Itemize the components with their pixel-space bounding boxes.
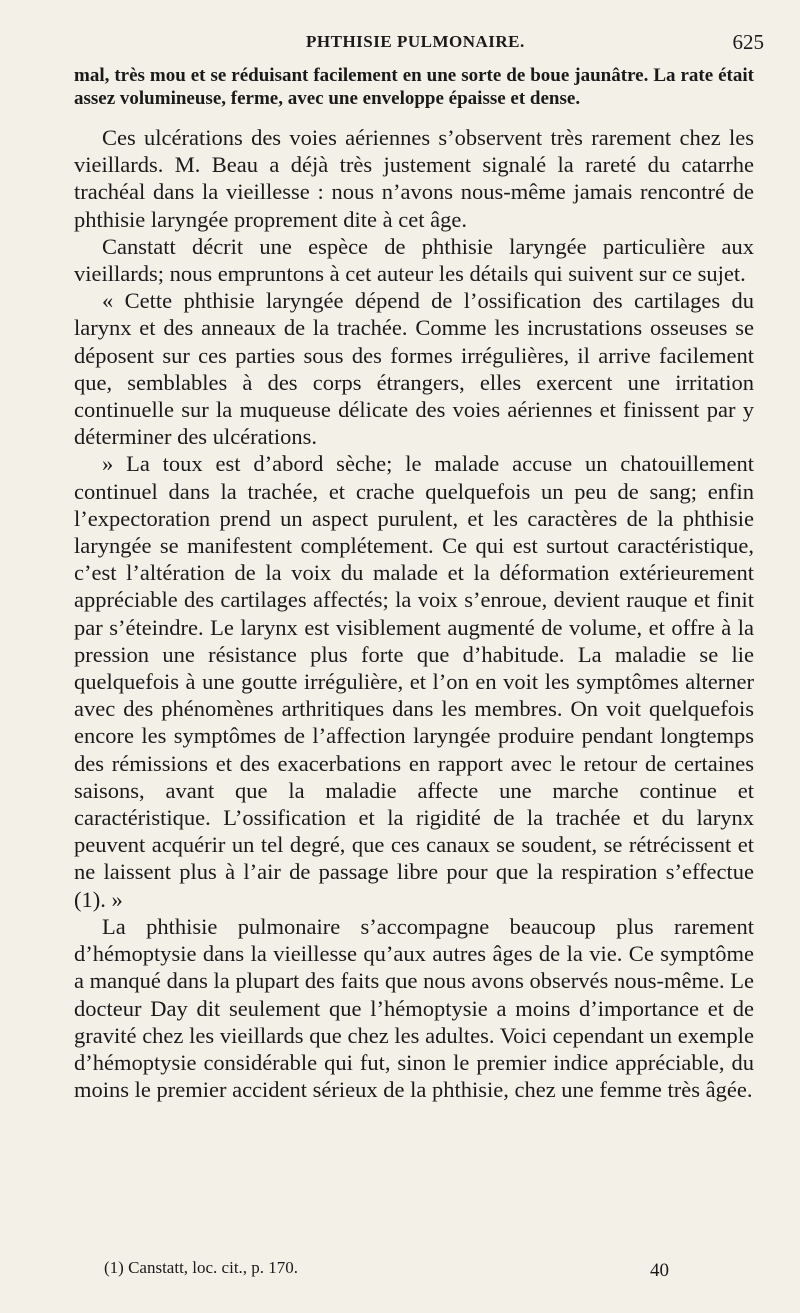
paragraph: « Cette phthisie laryngée dépend de l’ossification des cartilages du larynx et des anneaux de la trachée. Comme les incrustations osseuses se déposent sur ces parties sous des formes irrégulières, il arrive facilement que, semblables à des corps étrangers, elles exercent une irritation continuelle sur la muqueuse délicate des voies aériennes et finissent par y déterminer des ulcérations. xyxy=(74,288,754,450)
running-title: PHTHISIE PULMONAIRE. xyxy=(306,32,525,51)
lead-text: mal, très mou et se réduisant facilement en une sorte de boue jaunâtre. La rate était assez volumineuse, ferme, avec une enveloppe épaisse et dense. xyxy=(74,65,754,109)
paragraph: Ces ulcérations des voies aériennes s’observent très rarement chez les vieillards. M. Beau a déjà très justement signalé la rareté du catarrhe trachéal dans la vieillesse : nous n’avons nous-même jamais rencontré de phthisie laryngée proprement dite à cet âge. xyxy=(74,125,754,232)
page-header xyxy=(74,28,764,54)
paragraph: La phthisie pulmonaire s’accompagne beaucoup plus rarement d’hémoptysie dans la vieillesse qu’aux autres âges de la vie. Ce symptôme a manqué dans la plupart des faits que nous avons observés nous-même. Le docteur Day dit seulement que l’hémoptysie a moins d’importance et de gravité chez les vieillards que chez les adultes. Voici cependant un exemple d’hémoptysie considérable qui fut, sinon le premier indice appréciable, du moins le premier accident sérieux de la phthisie, chez une femme très âgée. xyxy=(74,913,754,1103)
footnote: (1) Canstatt, loc. cit., p. 170. xyxy=(104,1258,299,1277)
page-number: 625 xyxy=(732,30,764,54)
book-page xyxy=(74,28,764,1103)
paragraph: Canstatt décrit une espèce de phthisie laryngée particulière aux vieillards; nous empruntons à cet auteur les détails qui suivent sur ce sujet. xyxy=(74,233,754,287)
signature-mark: 40 xyxy=(650,1260,669,1281)
paragraph: » La toux est d’abord sèche; le malade accuse un chatouillement continuel dans la trachée, et crache quelquefois un peu de sang; enfin l’expectoration prend un aspect purulent, et les caractères de la phthisie laryngée se manifestent complétement. Ce qui est surtout caractéristique, c’est l’altération de la voix du malade et la déformation extérieurement appréciable des cartilages affectés; la voix s’enroue, devient rauque et finit par s’éteindre. Le larynx est visiblement augmenté de volume, et offre à la pression une résistance plus forte que d’habitude. La maladie se lie quelquefois à une goutte irrégulière, et l’on en voit les symptômes alterner avec des phénomènes arthritiques dans les membres. On voit quelquefois encore les symptômes de l’affection laryngée produire pendant longtemps des rémissions et des exacerbations en rapport avec le retour de certaines saisons, avant que la maladie affecte une marche continue et caractéristique. L’ossification et la rigidité de la trachée et du larynx peuvent acquérir un tel degré, que ces canaux se soudent, se rétrécissent et ne laissent plus à l’air de passage libre pour que la respiration s’effectue (1). » xyxy=(74,451,754,912)
